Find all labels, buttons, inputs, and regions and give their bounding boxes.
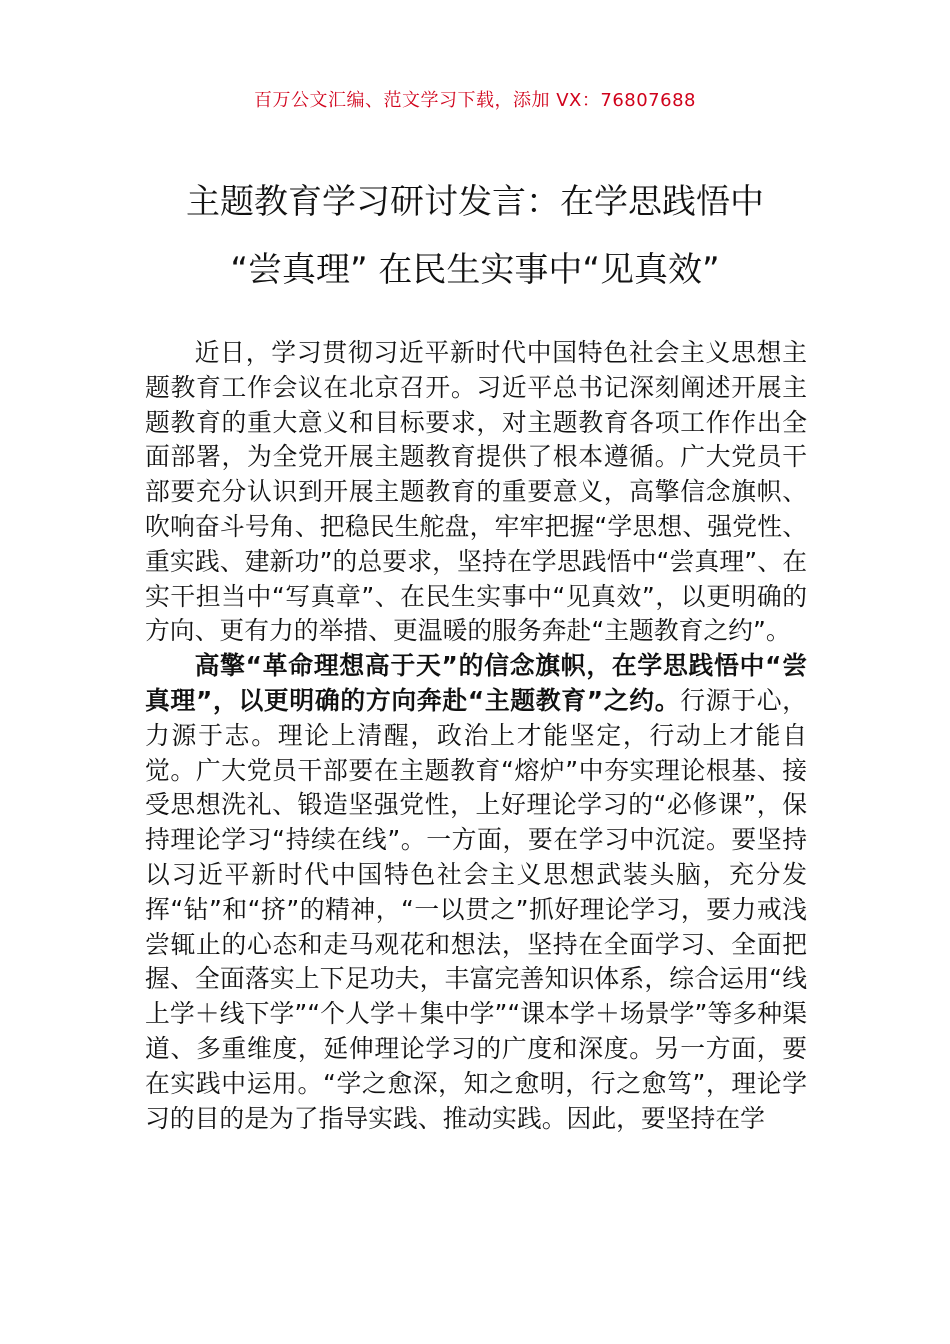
paragraph-text: 近日，学习贯彻习近平新时代中国特色社会主义思想主题教育工作会议在北京召开。习近平总书记深刻阐述开展主题教育的重大意义和目标要求，对主题教育各项工作作出全面部署，为全党开展主题教育提供了根本遵循。广大党员干部要充分认识到开展主题教育的重要意义，高擎信念旗帜、吹响奋斗号角、把稳民生舵盘，牢牢把握“学思想、强党性、重实践、建新功”的总要求，坚持在学思践悟中“尝真理”、在实干担当中“写真章”、在民生实事中“见真效”，以更明确的方向、更有力的举措、更温暖的服务奔赴“主题教育之约”。 bbox=[145, 338, 807, 646]
paragraph-lead-heading: 高擎“革命理想高于天”的信念旗帜，在学思践悟中“尝真理”，以更明确的方向奔赴“主题教育”之约。 bbox=[145, 651, 807, 715]
paragraph-section-1 bbox=[145, 649, 807, 1136]
document-title-line-2: “尝真理” 在民生实事中“见真效” bbox=[230, 250, 720, 290]
document-title-line-1: 主题教育学习研讨发言：在学思践悟中 bbox=[186, 182, 764, 222]
header-watermark-note: 百万公文汇编、范文学习下载，添加 VX：76807688 bbox=[254, 90, 696, 111]
paragraph-intro bbox=[145, 336, 807, 649]
document-body bbox=[145, 336, 807, 1136]
paragraph-text: 行源于心，力源于志。理论上清醒，政治上才能坚定，行动上才能自觉。广大党员干部要在主题教育“熔炉”中夯实理论根基、接受思想洗礼、锻造坚强党性，上好理论学习的“必修课”，保持理论学习“持续在线”。一方面，要在学习中沉淀。要坚持以习近平新时代中国特色社会主义思想武装头脑，充分发挥“钻”和“挤”的精神，“一以贯之”抓好理论学习，要力戒浅尝辄止的心态和走马观花和想法，坚持在全面学习、全面把握、全面落实上下足功夫，丰富完善知识体系，综合运用“线上学＋线下学”“个人学＋集中学”“课本学＋场景学”等多种渠道、多重维度，延伸理论学习的广度和深度。另一方面，要在实践中运用。“学之愈深，知之愈明，行之愈笃”，理论学习的目的是为了指导实践、推动实践。因此，要坚持在学 bbox=[145, 685, 807, 1133]
